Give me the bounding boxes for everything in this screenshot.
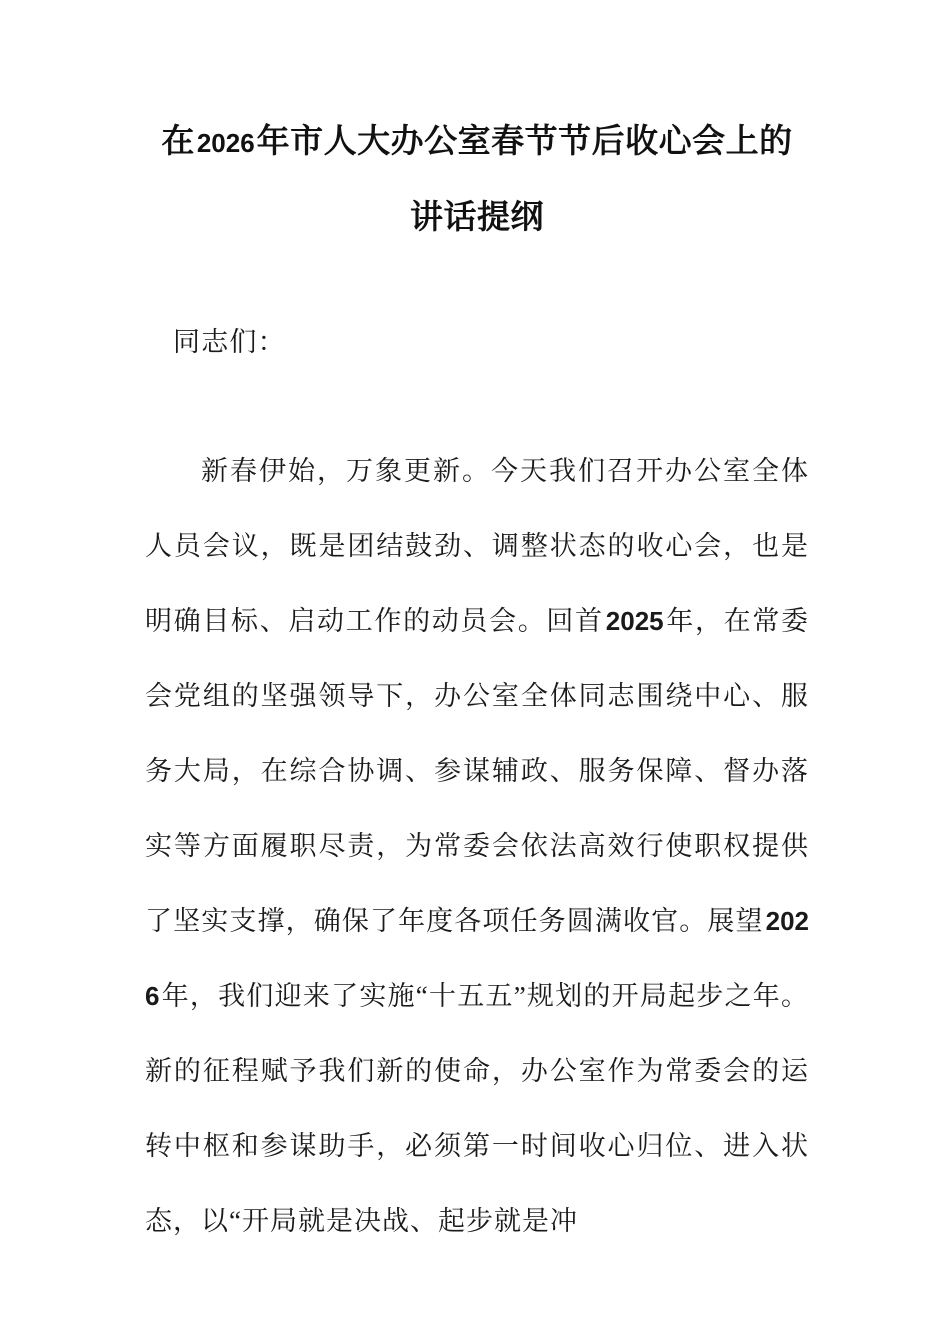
body-text-block [145,362,809,1259]
inline-number: 2026 [145,906,809,1011]
inline-number: 2025 [605,606,664,636]
page-title: 在2026年市人大办公室春节节后收心会上的讲话提纲 [161,122,793,235]
page-content-column [145,0,809,1259]
body-paragraph: 新春伊始，万象更新。今天我们召开办公室全体人员会议，既是团结鼓劲、调整状态的收心会，也是明确目标、启动工作的动员会。回首2025年，在常委会党组的坚强领导下，办公室全体同志围绕中心、服务大局，在综合协调、参谋辅政、服务保障、督办落实等方面履职尽责，为常委会依法高效行使职权提供了坚实支撑，确保了年度各项任务圆满收官。展望2026年，我们迎来了实施“十五五”规划的开局起步之年。新的征程赋予我们新的使命，办公室作为常委会的运转中枢和参谋助手，必须第一时间收心归位、进入状态，以“开局就是决战、起步就是冲 [145,456,810,1236]
salutation-line: 同志们： [173,327,286,357]
inline-number: 2026 [196,128,255,158]
